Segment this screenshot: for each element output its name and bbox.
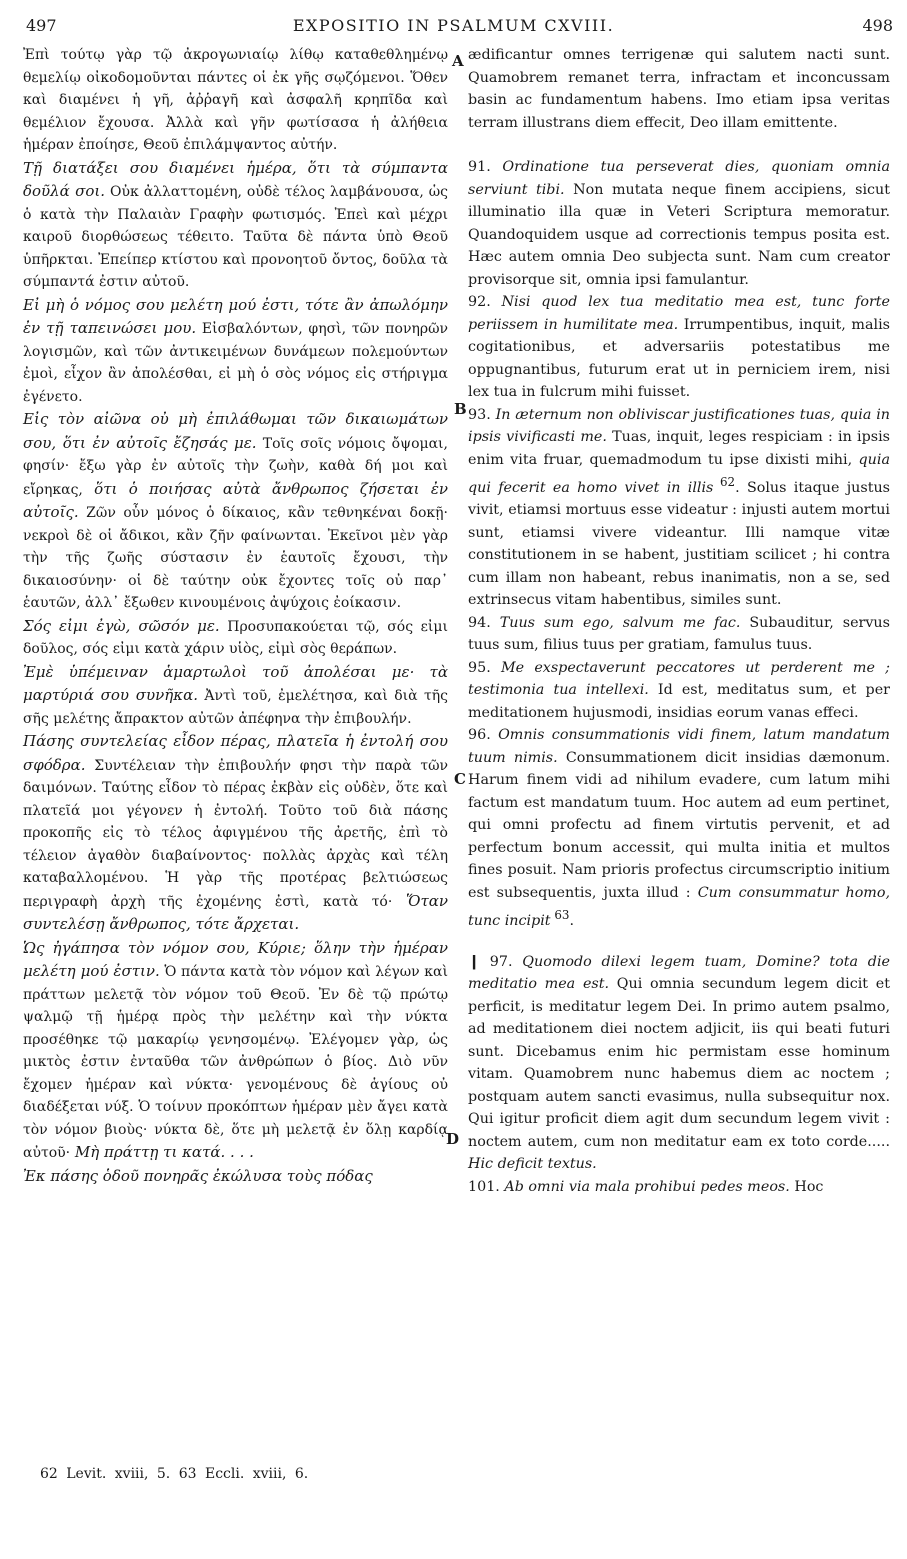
latin-paragraph (468, 291, 890, 404)
latin-text: Tuas, inquit, leges respiciam : in ipsis enim vita fruar, quemadmodum tu ipse dixisti mihi, (468, 429, 890, 468)
greek-text: Τοῖς σοῖς νόμοις ὄψομαι, φησίν· ἔξω γὰρ ἐν αὐτοῖς τὴν ζωὴν, καθὰ δή μοι καὶ εἴρηκας, (23, 435, 448, 498)
latin-text: . Solus itaque justus vivit, etiamsi mortuus esse videatur : injusti autem mortui sunt, etiamsi vivere videantur. Illi namque vitæ constitutionem in se habent, justitiam scilicet ; hi contra cum illam non habeant, rebus inanimatis, non a se, sed extrinsecus vitam habentibus, similes sunt. (468, 479, 890, 609)
greek-column (23, 44, 448, 1188)
latin-verse: In æternum non obliviscar justificationes tuas, quia in ipsis vivificasti me. (468, 406, 890, 445)
latin-text: ædificantur omnes terrigenæ qui salutem nacti sunt. Quamobrem remanet terra, infractam et inconcussam basin ac fundamentum habens. Imo etiam ipsa veritas terram illustrans diem effecit, Deo illam emittente. (468, 47, 890, 131)
verse-number: 101. (468, 1178, 505, 1195)
greek-text: Εἰσβαλόντων, φησὶ, τῶν πονηρῶν λογισμῶν, καὶ τῶν ἀντικειμένων δυνάμεων πολεμούντων ἐμοὶ, εἶχον ἂν ἀπολέσθαι, εἰ μὴ ὁ σὸς νόμος εἰς στήριγμα ἐγένετο. (23, 321, 448, 405)
latin-paragraph (468, 951, 890, 1176)
verse-number: 95. (468, 659, 501, 676)
latin-text: Consummationem dicit insidias dæmonum. Harum finem vidi ad nihilum evadere, cum latum mihi factum est mandatum tuum. Hoc autem ad eum pertinet, qui omni profectu ad finem virtutis pervenit, et ad perfectum bonum accessit, qui multa initia et multos fines posuit. Nam prioris profectus circumscriptio initium est subsequentis, juxta illud : (468, 749, 890, 901)
latin-text: Non mutata neque finem accipiens, sicut illuminatio illa quæ in Veteri Scriptura memoratur. Quandoquidem usque ad correctionis tempus posita est. Hæc autem omnia Deo subjecta sunt. Nam cum creator provisorque sit, omnia ipsi famulantur. (468, 181, 890, 288)
greek-paragraph (23, 615, 448, 661)
latin-verse: Ordinatione tua perseverat dies, quoniam omnia serviunt tibi. (468, 159, 890, 198)
greek-verse: Σός εἰμι ἐγὼ, σῶσόν με. (23, 616, 220, 635)
margin-marker-b: B (454, 400, 467, 418)
latin-verse: quia qui fecerit ea homo vivet in illis (468, 451, 890, 496)
greek-verse: Ὅταν συντελέσῃ ἄνθρωπος, τότε ἄρχεται. (23, 891, 448, 933)
footnote-ref: 62 (713, 475, 736, 489)
running-title: EXPOSITIO IN PSALMUM CXVIII. (292, 16, 615, 35)
latin-paragraph (468, 657, 890, 725)
latin-verse: Quomodo dilexi legem tuam, Domine? tota die meditatio mea est. (468, 953, 890, 993)
latin-text: Qui omnia secundum legem dicit et perficit, is meditatur legem Dei. In primo autem psalmo, ad meditationem diei noctem adjicit, iis qui beati futuri sunt. Dicebamus enim hic permistam esse hominum vitam. Quamobrem nunc habemus diem ac noctem ; postquam autem sancti evasimus, nulla subsequitur nox. Qui igitur proficit diem agit dum secundum legem vivit : noctem autem, cum non meditatur eam ex toto corde..... (468, 976, 890, 1150)
greek-text: Ζῶν οὖν μόνος ὁ δίκαιος, κἂν τεθνηκέναι δοκῇ· νεκροὶ δὲ οἱ ἄδικοι, κἂν ζῆν φαίνωνται. Ἐκεῖνοι μὲν γὰρ τὴν τῆς ζωῆς σύστασιν ἐν ἑαυτοῖς ἔχουσι, τὴν δικαιοσύνην· οἱ δὲ ταύτην οὐκ ἔχοντες τοῖς οὐ παρ᾿ ἑαυτῶν, ἀλλ᾿ ἔξωθεν κινουμένοις ἀψύχοις ἐοίκασιν. (23, 505, 448, 611)
verse-number: 96. (468, 727, 499, 744)
verse-number: 93. (468, 406, 496, 423)
latin-text: Hoc (789, 1178, 824, 1195)
greek-paragraph (23, 1165, 448, 1189)
greek-verse: Εἰ μὴ ὁ νόμος σου μελέτη μού ἐστι, τότε ἂν ἀπωλόμην ἐν τῇ ταπεινώσει μου. (23, 295, 448, 337)
margin-marker-c: C (454, 770, 466, 788)
latin-text: . (569, 913, 575, 930)
greek-verse: Μὴ πράττῃ τι κατά. . . . (70, 1143, 254, 1161)
latin-verse: Omnis consummationis vidi finem, latum mandatum tuum nimis. (468, 727, 890, 766)
latin-verse: Tuus sum ego, salvum me fac. (499, 614, 741, 631)
verse-number: 91. (468, 159, 503, 175)
greek-text: Ἐπὶ τούτῳ γὰρ τῷ ἀκρογωνιαίῳ λίθῳ καταθεθλημένῳ θεμελίῳ οἰκοδομοῦνται πάντες οἱ ἐκ γῆς σῳζόμενοι. Ὅθεν καὶ διαμένει ἡ γῆ, ἀῤῥαγῆ καὶ ἀσφαλῆ κρηπῖδα καὶ θεμέλιον ἔχουσα. Ἀλλὰ καὶ γῆν φωτίσασα ἡ ἀλήθεια ἡμέραν ἐποίησε, Θεοῦ ἐπιλάμψαντος αὐτήν. (23, 47, 448, 153)
greek-verse: ὅτι ὁ ποιήσας αὐτὰ ἄνθρωπος ζήσεται ἐν αὐτοῖς. (23, 479, 448, 521)
latin-paragraph (468, 612, 890, 657)
verse-number: 94. (468, 614, 500, 631)
greek-verse: Ἐμὲ ὑπέμειναν ἁμαρτωλοὶ τοῦ ἀπολέσαι με· τὰ μαρτύριά σου συνῆκα. (23, 662, 448, 704)
greek-text: Οὐκ ἀλλαττομένη, οὐδὲ τέλος λαμβάνουσα, ὡς ὁ κατὰ τὴν Παλαιὰν Γραφὴν φωτισμός. Ἐπεὶ καὶ μέχρι καιροῦ διορθώσεως τέθειτο. Ταῦτα δὲ πάντα ὑπὸ Θεοῦ ὑπῆρκται. Ἐπείπερ κτίστου καὶ προνοητοῦ ὄντος, δοῦλα τὰ σύμπαντά ἐστιν αὐτοῦ. (23, 184, 448, 290)
greek-text: Συντέλειαν τὴν ἐπιβουλήν φησι τὴν παρὰ τῶν δαιμόνων. Ταύτης εἶδον τὸ πέρας ἐκβὰν εἰς οὐδὲν, ὅτε καὶ πλατεῖά μοι γέγονεν ἡ ἐντολή. Τοῦτο τοῦ διὰ πάσης προκοπῆς εἰς τὸ τέλος ἀφιγμένου τῆς ἀρετῆς, ἐπὶ τὸ τέλειον ἀγαθὸν διαβαίνοντος· πολλὰς ἀρχὰς καὶ τέλη καταβαλλομένου. Ἡ γὰρ τῆς προτέρας βελτιώσεως περιγραφὴ ἀρχὴ τῆς ἐχομένης ἐστὶ, κατὰ τό· (23, 757, 448, 910)
running-header (0, 12, 907, 38)
footnote-ref: 63 (550, 908, 570, 923)
latin-text: Subauditur, servus tuus sum, filius tuus per gratiam, famulus tuus. (468, 614, 890, 654)
latin-text: Irrumpentibus, inquit, malis cogitationibus, et adversariis potestatibus me oppugnantibus, futurum erat ut in perniciem irem, nisi lex tua in fulcrum mihi fuisset. (468, 316, 890, 400)
column-break-mark: ❙ (468, 953, 490, 970)
greek-text: Ἀντὶ τοῦ, ἐμελέτησα, καὶ διὰ τῆς σῆς μελέτης ἄπρακτον αὐτῶν ἀπέφηνα τὴν ἐπιβουλήν. (23, 688, 448, 727)
greek-paragraph (23, 408, 448, 615)
latin-verse: Hic deficit textus. (468, 1156, 597, 1173)
latin-verse: Cum consummatur homo, tunc incipit (468, 884, 891, 930)
page-number-left: 497 (26, 16, 57, 35)
latin-paragraph (468, 156, 890, 291)
margin-marker-a: A (452, 52, 464, 70)
latin-verse: Ab omni via mala prohibui pedes meos. (504, 1178, 790, 1195)
verse-number: 92. (468, 294, 502, 310)
margin-marker-d: D (446, 1130, 460, 1148)
greek-verse: Ἐκ πάσης ὁδοῦ πονηρᾶς ἐκώλυσα τοὺς πόδας (23, 1166, 373, 1185)
latin-paragraph (468, 724, 890, 932)
greek-text: Ὁ πάντα κατὰ τὸν νόμον καὶ λέγων καὶ πράττων μελετᾷ τὸν νόμον τοῦ Θεοῦ. Ἐν δὲ τῷ πρώτῳ ψαλμῷ τῇ ἡμέρᾳ πρὸς τὴν μελέτην καὶ τὴν νύκτα προσέθηκε τῷ μακαρίῳ γενησομένῳ. Ἐλέγομεν γὰρ, ὡς μικτὸς ἐστιν ἐνταῦθα τῶν ἀνθρώπων ὁ βίος. Διὸ νῦν ἔχομεν ἡμέραν καὶ νύκτα· γενομένους δὲ ἁγίους οὐ διαδέξεται νύξ. Ὁ τοίνυν προκόπτων ἡμέραν μὲν ἄγει κατὰ τὸν νόμον βιοὺς· νύκτα δὲ, ὅτε μὴ μελετᾷ ἐν ὅλῃ καρδίᾳ αὐτοῦ· (23, 964, 449, 1161)
greek-paragraph (23, 157, 448, 294)
page-number-right: 498 (862, 16, 893, 35)
greek-verse: Πάσης συντελείας εἶδον πέρας, πλατεῖα ἡ ἐντολή σου σφόδρα. (23, 732, 448, 774)
greek-text: Προσυπακούεται τῷ, σός εἰμι δοῦλος, σός εἰμι κατὰ χάριν υἱὸς, εἰμὶ σὸς θεράπων. (23, 618, 448, 657)
latin-paragraph (468, 404, 890, 612)
greek-verse: Τῇ διατάξει σου διαμένει ἡμέρα, ὅτι τὰ σύμπαντα δοῦλά σοι. (23, 158, 448, 200)
verse-number: 97. (489, 953, 523, 970)
greek-verse: Ὡς ἠγάπησα τὸν νόμον σου, Κύριε; ὅλην τὴν ἡμέραν μελέτη μού ἐστιν. (23, 938, 448, 980)
greek-paragraph (23, 294, 448, 409)
latin-verse: Nisi quod lex tua meditatio mea est, tunc forte periissem in humilitate mea. (468, 294, 890, 333)
greek-verse: Εἰς τὸν αἰῶνα οὐ μὴ ἐπιλάθωμαι τῶν δικαιωμάτων σου, ὅτι ἐν αὐτοῖς ἔζησάς με. (23, 410, 448, 452)
greek-paragraph (23, 730, 448, 937)
greek-paragraph (23, 44, 448, 157)
greek-paragraph (23, 661, 448, 731)
latin-column (468, 44, 890, 1198)
latin-verse: Me exspectaverunt peccatores ut perderent me ; testimonia tua intellexi. (468, 659, 890, 699)
latin-paragraph (468, 1176, 890, 1199)
greek-paragraph (23, 937, 448, 1165)
footnotes: 62 Levit. xviii, 5. 63 Eccli. xviii, 6. (40, 1466, 309, 1482)
latin-text: Id est, meditatus sum, et per meditationem hujusmodi, insidias eorum vanas effeci. (468, 682, 890, 721)
latin-paragraph (468, 44, 890, 134)
